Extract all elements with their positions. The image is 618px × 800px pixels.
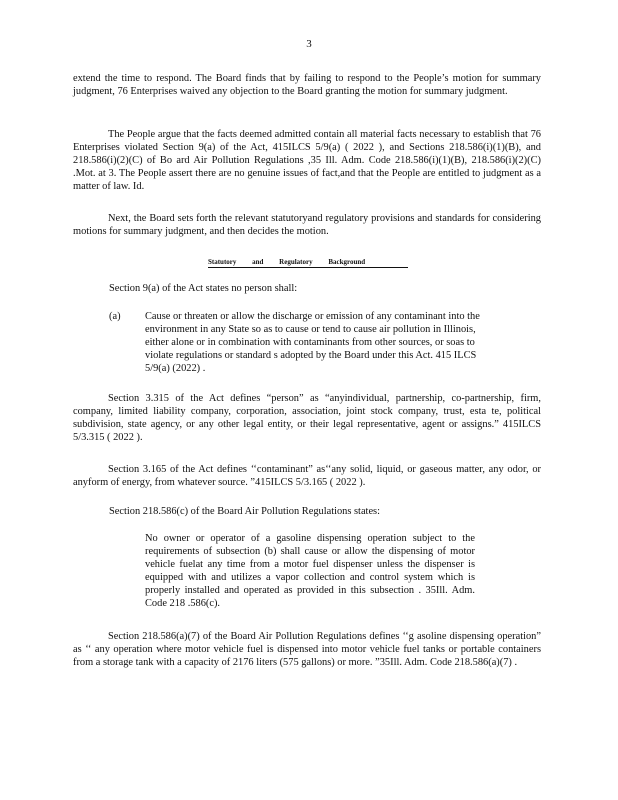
section-9a-intro: Section 9(a) of the Act states no person shall:: [109, 283, 298, 294]
paragraph-next-board: Next, the Board sets forth the relevant statutoryand regulatory provisions and standards for considering motions for summary judgment, and then decides the motion.: [73, 213, 541, 238]
paragraph-person-definition: Section 3.315 of the Act defines “person” as “anyindividual, partnership, co-partnership, firm, company, limited liability company, corporation, association, joint stock company, trust, esta te, political subdivision, state agency, or any other legal entity, or their legal representative, agent or assigns.” 415ILCS 5/3.315 ( 2022 ).: [73, 393, 541, 444]
paragraph-gasoline-dispensing: Section 218.586(a)(7) of the Board Air Pollution Regulations defines ‘‘g asoline dispensing operation” as ‘‘ any operation where motor vehicle fuel is dispensed into motor vehicle fuel tanks or portable containers from a storage tank with a capacity of 2176 liters (575 gallons) or more. ”35Ill. Adm. Code 218.586(a)(7) .: [73, 631, 541, 669]
paragraph-extend-time: extend the time to respond. The Board finds that by failing to respond to the People’s motion for summary judgment, 76 Enterprises waived any objection to the Board granting the motion for summary judgment.: [73, 73, 541, 98]
section-heading: Statutory and Regulatory Background: [208, 258, 408, 268]
section-218-intro: Section 218.586(c) of the Board Air Pollution Regulations states:: [109, 506, 380, 517]
section-218-quote: No owner or operator of a gasoline dispensing operation subject to the requirements of subsection (b) shall cause or allow the dispensing of motor vehicle fuelat any time from a motor fuel dispenser unless the dispenser is equipped with and utilizes a vapor collection and control system which is properly installed and operated as provided in this subsection . 35Ill. Adm. Code 218 .586(c).: [145, 533, 475, 610]
paragraph-people-argue: The People argue that the facts deemed admitted contain all material facts necessary to establish that 76 Enterprises violated Section 9(a) of the Act, 415ILCS 5/9(a) ( 2022 ), and Sections 218.586(i)(1)(B), and 218.586(i)(2)(C) of Bo ard Air Pollution Regulations ,35 Ill. Adm. Code 218.586(i)(1)(B), 218.586(i)(2)(C) .Mot. at 3. The People assert there are no genuine issues of fact,and that the People are entitled to judgment as a matter of law. Id.: [73, 129, 541, 193]
page-number: 3: [306, 38, 312, 50]
section-9a-text: Cause or threaten or allow the discharge or emission of any contaminant into the environment in any State so as to cause or tend to cause air pollution in Illinois, either alone or in combination with contaminants from other sources, or soas to violate regulations or standard s adopted by the Board under this Act. 415 ILCS 5/9(a) (2022) .: [145, 311, 480, 375]
paragraph-contaminant-definition: Section 3.165 of the Act defines ‘‘contaminant” as‘‘any solid, liquid, or gaseous matter, any odor, or anyform of energy, from whatever source. ”415ILCS 5/3.165 ( 2022 ).: [73, 464, 541, 489]
section-9a-label: (a): [109, 311, 121, 322]
